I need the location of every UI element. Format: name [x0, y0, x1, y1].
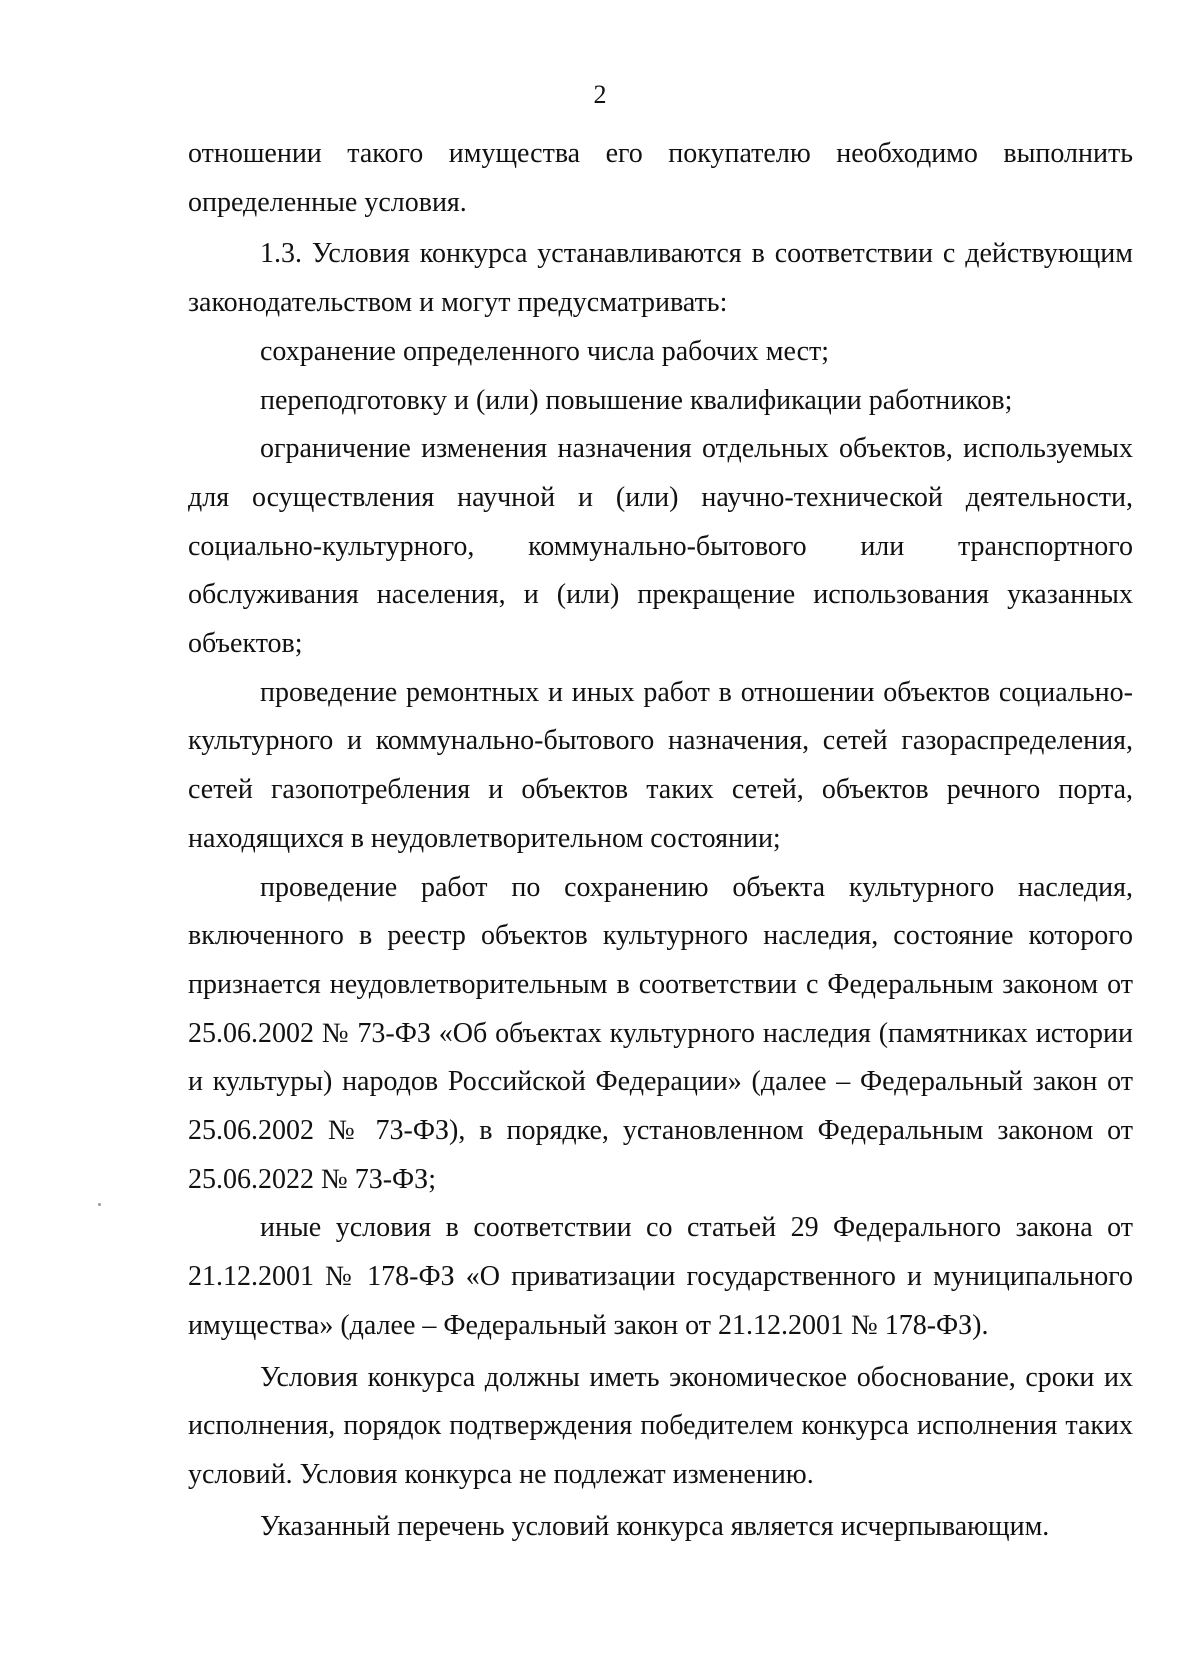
- paragraph-condition-retraining: переподготовку и (или) повышение квалификации работников;: [260, 384, 1013, 416]
- document-body: [188, 130, 1133, 1551]
- paragraph-condition-repair-works: проведение ремонтных и иных работ в отношении объектов социально-культурного и коммунально-бытового назначения, сетей газораспределения, сетей газопотребления и объектов таких сетей, объектов речного порта, находящихся в неудовлетворительном состоянии;: [188, 676, 1133, 854]
- paragraph-condition-other: иные условия в соответствии со статьей 29 Федерального закона от 21.12.2001 № 178-ФЗ «О приватизации государственного и муниципального имущества» (далее – Федеральный закон от 21.12.2001 № 178-ФЗ).: [188, 1212, 1133, 1341]
- page-number: 2: [593, 80, 607, 109]
- paragraph-exhaustive-list: Указанный перечень условий конкурса является исчерпывающим.: [260, 1510, 1050, 1542]
- paragraph-section-1-3: 1.3. Условия конкурса устанавливаются в соответствии с действующим законодательством и могут предусматривать:: [188, 238, 1133, 319]
- paragraph-condition-purpose-restriction: ограничение изменения назначения отдельных объектов, используемых для осуществления научной и (или) научно-технической деятельности, социально-культурного, коммунально-бытового или транспортного обслуживания населения, и (или) прекращение использования указанных объектов;: [188, 433, 1133, 660]
- paragraph-continuation: отношении такого имущества его покупателю необходимо выполнить определенные условия.: [188, 138, 1133, 218]
- paragraph-economic-justification: Условия конкурса должны иметь экономическое обоснование, сроки их исполнения, порядок подтверждения победителем конкурса исполнения таких условий. Условия конкурса не подлежат изменению.: [188, 1361, 1133, 1490]
- scan-artifact: [98, 1203, 101, 1206]
- paragraph-condition-jobs: сохранение определенного числа рабочих мест;: [260, 335, 830, 367]
- paragraph-condition-cultural-heritage: проведение работ по сохранению объекта культурного наследия, включенного в реестр объектов культурного наследия, состояние которого признается неудовлетворительным в соответствии с Федеральным законом от 25.06.2002 № 73-ФЗ «Об объектах культурного наследия (памятниках истории и культуры) народов Российской Федерации» (далее – Федеральный закон от 25.06.2002 № 73-ФЗ), в порядке, установленном Федеральным законом от 25.06.2022 № 73-ФЗ;: [188, 871, 1133, 1195]
